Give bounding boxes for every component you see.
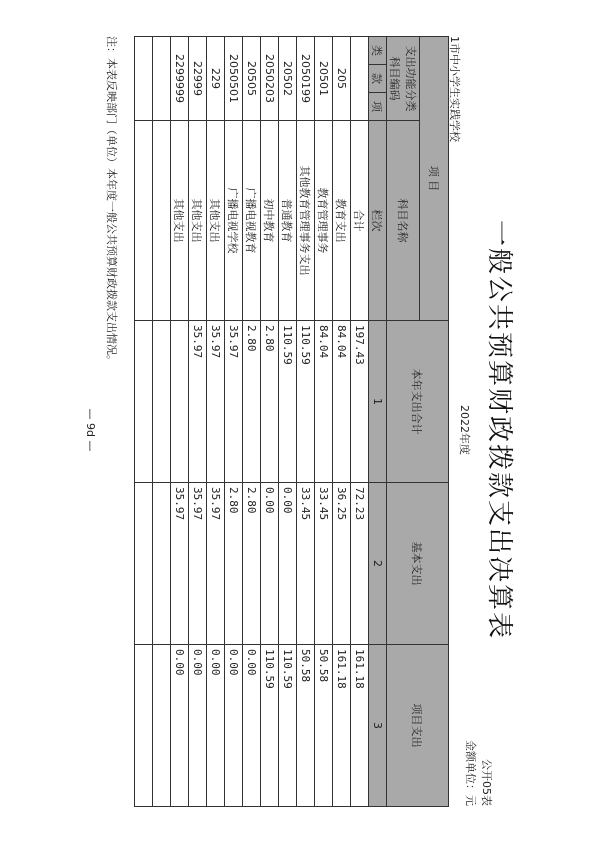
- row-v1: 2.80: [261, 321, 279, 483]
- row-v1: 110.59: [279, 321, 297, 483]
- empty-row: [135, 37, 153, 807]
- row-v3: 0.00: [189, 645, 207, 807]
- table-row: [225, 37, 243, 807]
- col-total-header: 本年支出合计: [387, 321, 449, 483]
- table-row: [171, 37, 189, 807]
- row-v3: 0.00: [243, 645, 261, 807]
- table-row: [207, 37, 225, 807]
- table-note: 注：本表反映部门（单位）本年度一般公共预算财政拨款支出情况。: [105, 36, 118, 366]
- row-name: 其他支出: [189, 121, 207, 321]
- row-v3: 110.59: [261, 645, 279, 807]
- fiscal-year: 2022年度: [458, 405, 471, 455]
- row-v3: 50.58: [315, 645, 333, 807]
- row-name: 教育支出: [333, 121, 351, 321]
- col-project-header: 项目支出: [387, 645, 449, 807]
- row-v1: [171, 321, 189, 483]
- row-v1: 35.97: [207, 321, 225, 483]
- lei-header: 类: [369, 37, 387, 65]
- rotated-sheet: [75, 30, 525, 830]
- row-v2: 33.45: [315, 483, 333, 645]
- empty-row: [153, 37, 171, 807]
- header-row-1: [420, 37, 449, 807]
- table-row: [315, 37, 333, 807]
- row-v3: 50.58: [297, 645, 315, 807]
- row-code: 205: [333, 37, 351, 121]
- row-name: 其他教育管理事务支出: [297, 121, 315, 321]
- amount-unit: 金额单位：元: [464, 740, 477, 806]
- total-value-2: 72.23: [351, 483, 369, 645]
- row-code: 20502: [279, 37, 297, 121]
- row-name: 教育管理事务: [315, 121, 333, 321]
- row-name: 其他支出: [171, 121, 189, 321]
- row-v3: 0.00: [171, 645, 189, 807]
- row-v3: 0.00: [207, 645, 225, 807]
- col-index-1: 1: [369, 321, 387, 483]
- row-code: 22999: [189, 37, 207, 121]
- total-label: 合计: [351, 121, 369, 321]
- header-row-4: [369, 37, 387, 807]
- lanci-header: 栏次: [369, 121, 387, 321]
- row-v2: 35.97: [171, 483, 189, 645]
- row-v1: 2.80: [243, 321, 261, 483]
- row-name: 初中教育: [261, 121, 279, 321]
- row-code: 2050199: [297, 37, 315, 121]
- row-v3: 110.59: [279, 645, 297, 807]
- row-v1: 110.59: [297, 321, 315, 483]
- row-v1: 35.97: [189, 321, 207, 483]
- row-v2: 0.00: [279, 483, 297, 645]
- row-name: 广播电视教育: [243, 121, 261, 321]
- total-value-1: 197.43: [351, 321, 369, 483]
- row-v3: 0.00: [225, 645, 243, 807]
- table-row: [261, 37, 279, 807]
- row-code: 2050501: [225, 37, 243, 121]
- expenditure-table: [134, 36, 449, 807]
- subject-name-header: 科目名称: [387, 121, 420, 321]
- row-name: 其他支出: [207, 121, 225, 321]
- kuan-header: 款: [369, 65, 387, 93]
- col-basic-header: 基本支出: [387, 483, 449, 645]
- row-code: 229: [207, 37, 225, 121]
- table-row: [333, 37, 351, 807]
- xiang-header: 项: [369, 93, 387, 121]
- row-code: 2050203: [261, 37, 279, 121]
- project-header: 项 目: [420, 37, 449, 321]
- row-name: 广播电视学校: [225, 121, 243, 321]
- row-v2: 2.80: [225, 483, 243, 645]
- row-v1: 35.97: [225, 321, 243, 483]
- row-code: 20501: [315, 37, 333, 121]
- row-code: 2299999: [171, 37, 189, 121]
- entity-name: 1市中小学生实践学校: [448, 36, 461, 142]
- page-number: — 9d —: [84, 408, 97, 452]
- col-index-3: 3: [369, 645, 387, 807]
- row-v3: 161.18: [333, 645, 351, 807]
- row-v2: 33.45: [297, 483, 315, 645]
- row-v1: 84.04: [315, 321, 333, 483]
- table-row: [279, 37, 297, 807]
- row-v2: 35.97: [207, 483, 225, 645]
- row-v2: 2.80: [243, 483, 261, 645]
- page-title: 一般公共预算财政拨款支出决算表: [484, 219, 514, 640]
- table-row: [189, 37, 207, 807]
- row-name: 普通教育: [279, 121, 297, 321]
- table-row: [297, 37, 315, 807]
- row-v2: 0.00: [261, 483, 279, 645]
- col-index-2: 2: [369, 483, 387, 645]
- row-code: 20505: [243, 37, 261, 121]
- total-row: [351, 37, 369, 807]
- total-value-3: 161.18: [351, 645, 369, 807]
- row-v2: 35.97: [189, 483, 207, 645]
- row-v1: 84.04: [333, 321, 351, 483]
- form-number: 公开05表: [480, 759, 493, 806]
- row-v2: 36.25: [333, 483, 351, 645]
- func-class-header: 支出功能分类科目编码: [387, 37, 420, 121]
- table-row: [243, 37, 261, 807]
